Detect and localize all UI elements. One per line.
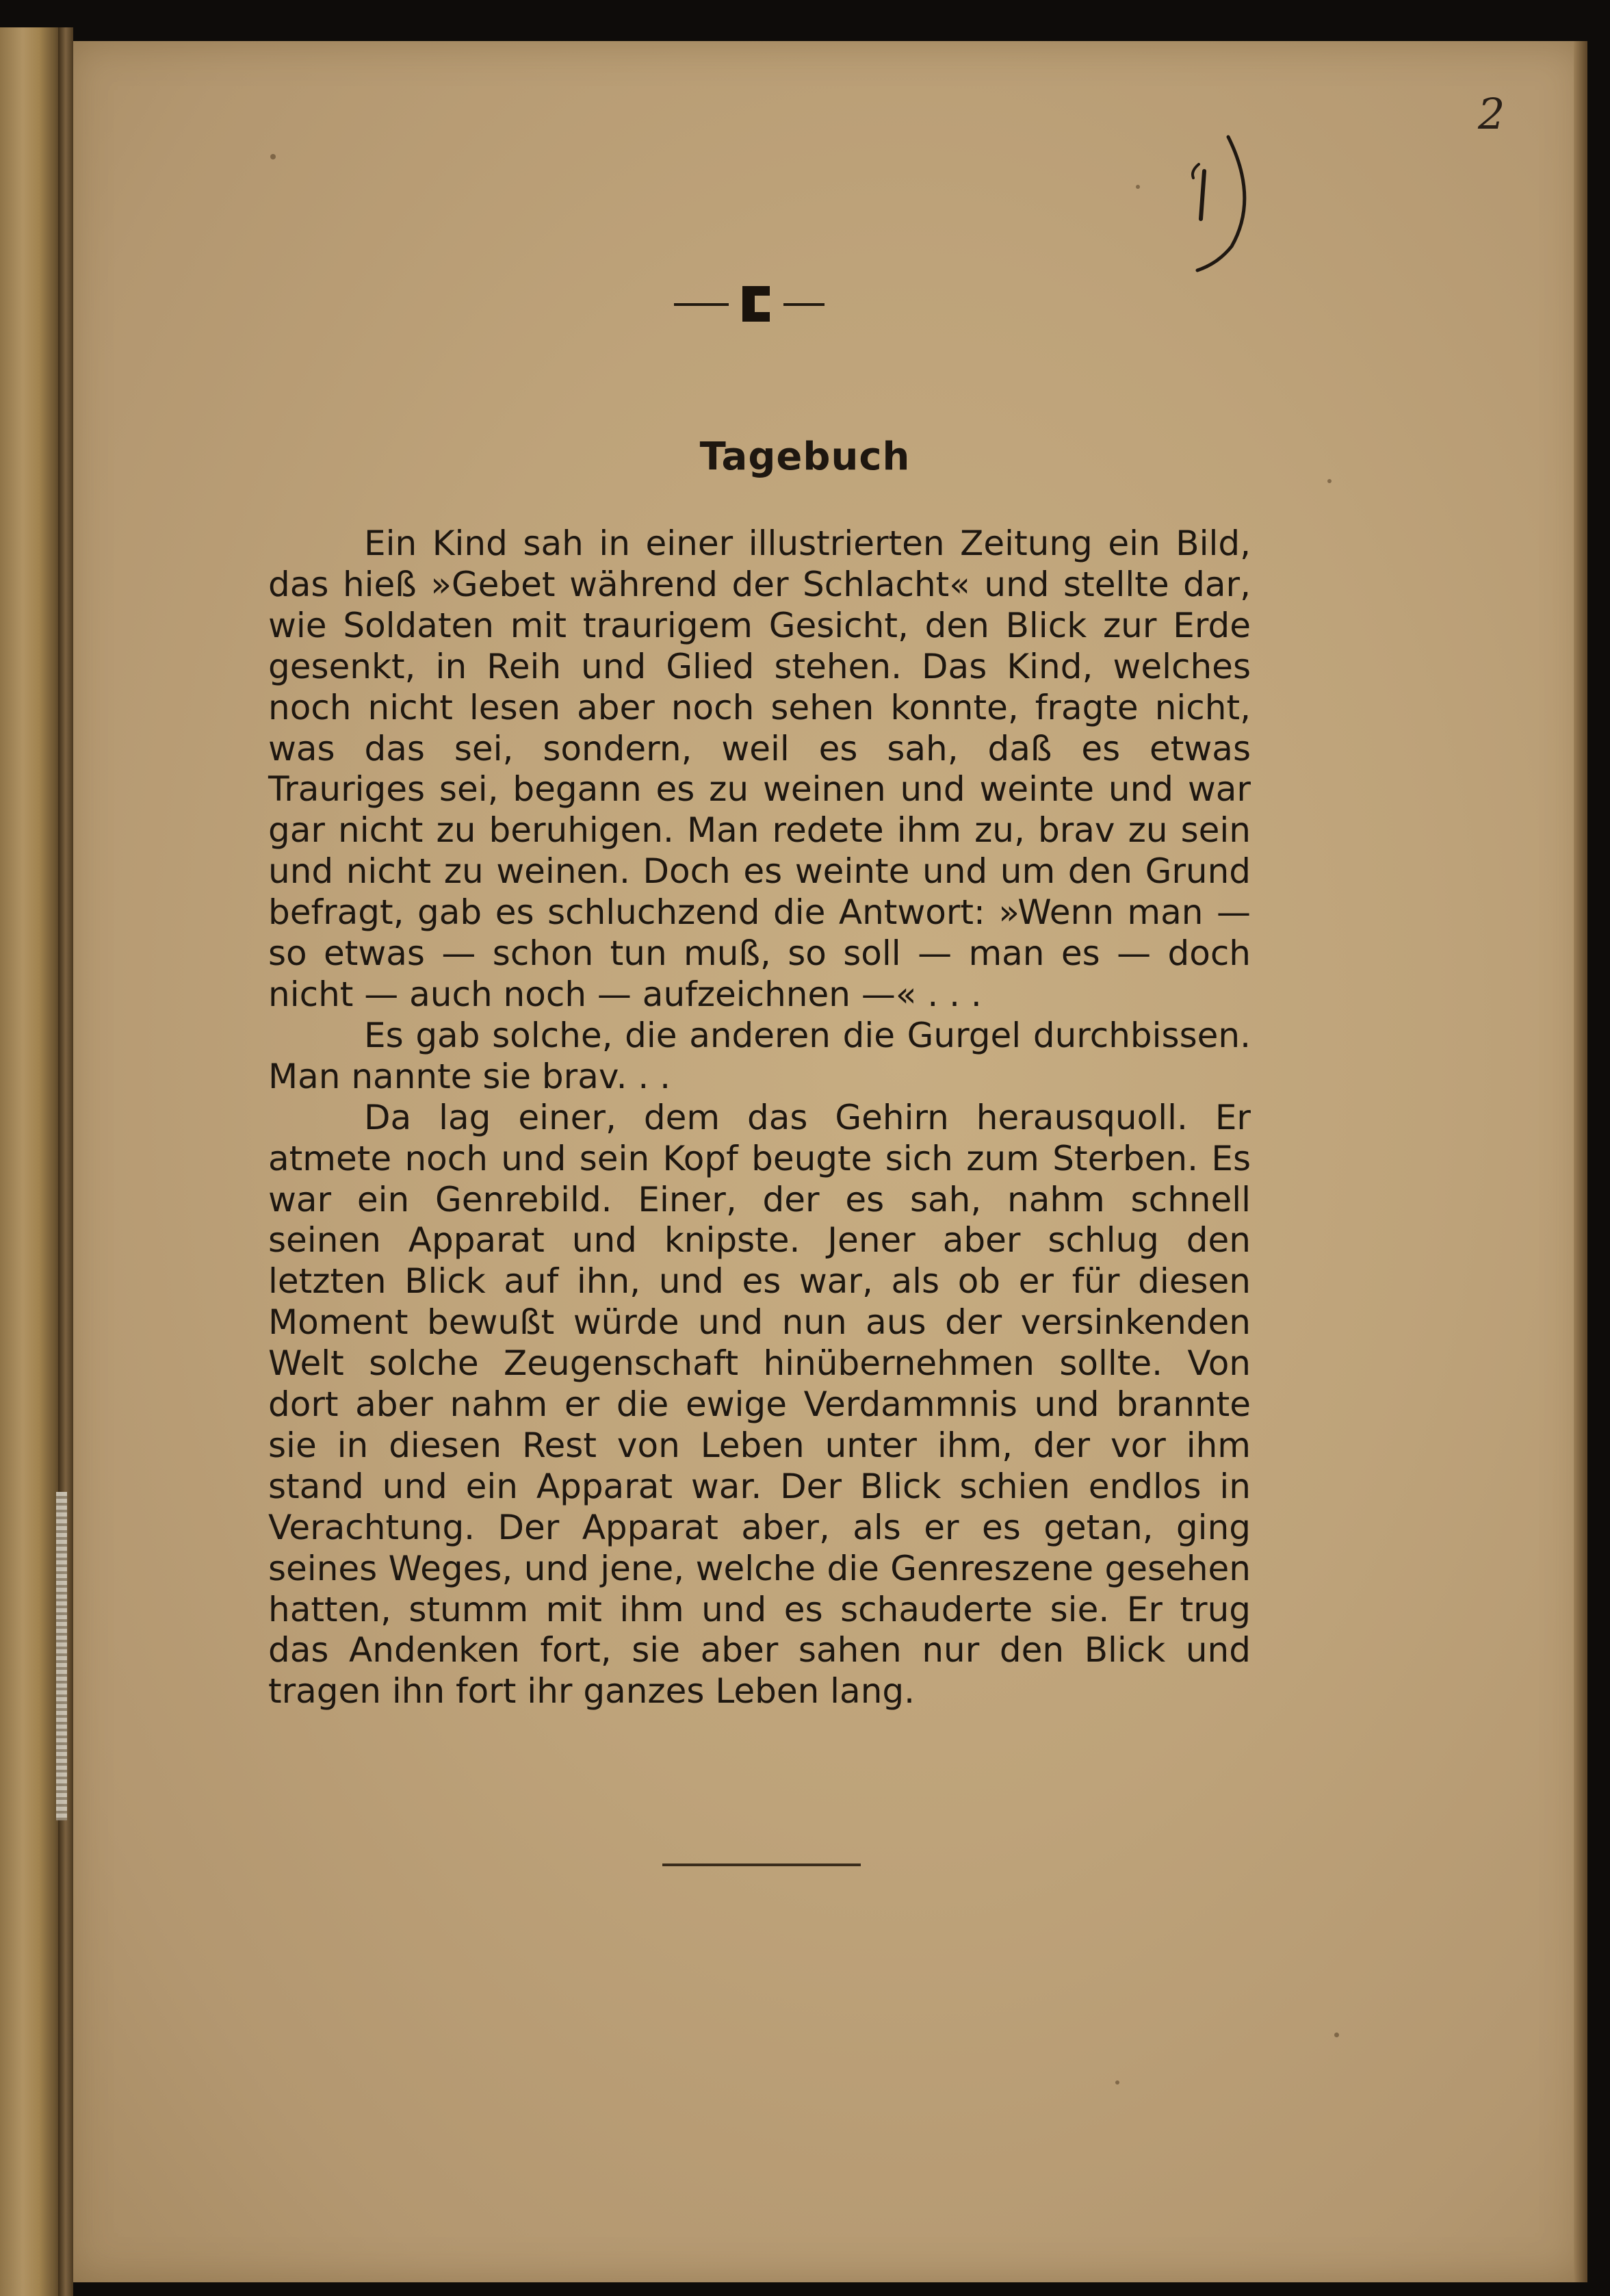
end-rule — [662, 1863, 861, 1866]
previous-page-edge — [0, 27, 65, 2296]
binding-thread — [56, 1492, 67, 1820]
page-right-edge — [1574, 41, 1587, 2282]
paragraph-3: Da lag einer, dem das Gehirn herausquoll. Er atmete noch und sein Kopf beugte sich zum Sterben. Es war ein Genrebild. Einer, der es sah, nahm schnell seinen Apparat und knipste. Jener aber schlug den letzten Blick auf ihn, und es war, als ob er für diesen Moment bewußt würde und nun aus der versinkenden Welt solche Zeugenschaft hinübernehmen sollte. Von dort aber nahm er die ewige Verdammnis und brannte sie in diesen Rest von Leben unter ihm, der vor ihm stand und ein Apparat war. Der Blick schien endlos in Verachtung. Der Apparat aber, als er es getan, ging seines Weges, und jene, welche die Genreszene gesehen hatten, stumm mit ihm und es schauderte sie. Er trug das Andenken fort, sie aber sahen nur den Blick und tragen ihn fort ihr ganzes Leben lang. — [268, 1097, 1251, 1712]
ornament-dash-left — [674, 303, 729, 306]
paper-speck — [1327, 479, 1332, 483]
paper-speck — [1334, 2033, 1339, 2037]
ornament-glyph — [742, 286, 770, 322]
paper-speck — [1115, 2080, 1119, 2085]
handwritten-folio-mark — [1163, 123, 1273, 287]
paper-speck — [270, 154, 276, 159]
header-ornament — [674, 281, 838, 328]
ornament-dash-right — [783, 303, 825, 306]
book-binding — [58, 27, 73, 2296]
page-title: Tagebuch — [699, 435, 911, 479]
body-text — [268, 524, 1251, 1712]
paper-speck — [1136, 185, 1140, 189]
paragraph-1: Ein Kind sah in einer illustrierten Zeitung ein Bild, das hieß »Gebet während der Schlacht« und stellte dar, wie Soldaten mit traurigem Gesicht, den Blick zur Erde gesenkt, in Reih und Glied stehen. Das Kind, welches noch nicht lesen aber noch sehen konnte, fragte nicht, was das sei, sondern, weil es sah, daß es etwas Trauriges sei, begann es zu weinen und weinte und war gar nicht zu beruhigen. Man redete ihm zu, brav zu sein und nicht zu weinen. Doch es weinte und um den Grund befragt, gab es schluchzend die Antwort: »Wenn man — so etwas — schon tun muß, so soll — man es — doch nicht — auch noch — aufzeichnen —« . . . — [268, 524, 1251, 1014]
paragraph-2: Es gab solche, die anderen die Gurgel durchbissen. Man nannte sie brav. . . — [268, 1015, 1251, 1096]
page-number: 2 — [1478, 89, 1505, 139]
